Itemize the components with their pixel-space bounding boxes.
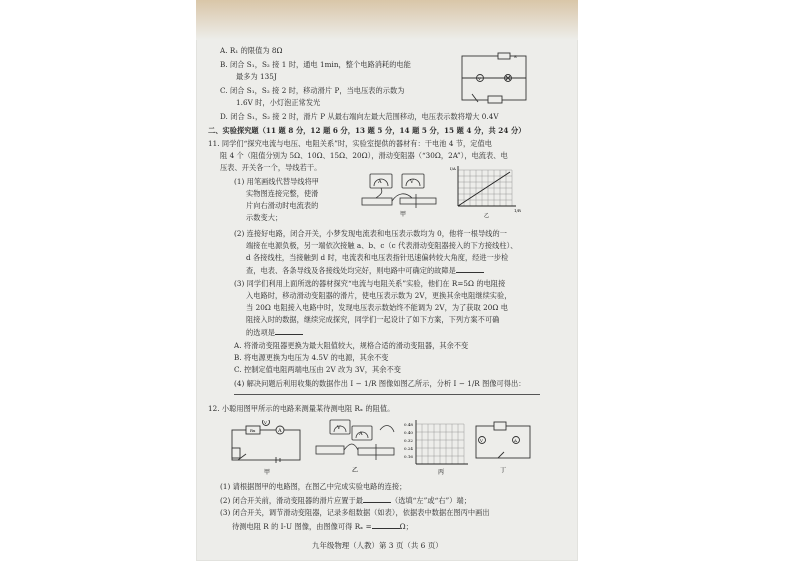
q11-option-c: C. 控制定值电阻两端电压由 2V 改为 3V，其余不变	[234, 365, 401, 374]
svg-text:1/R: 1/R	[514, 208, 521, 213]
q11-intro-line2: 阻 4 个（阻值分别为 5Ω、10Ω、15Ω、20Ω），滑动变阻器（“30Ω，2A”），电流表、电	[220, 151, 508, 160]
q10-option-d: D. 闭合 S₁，S₂ 接 2 时，滑片 P 从最右端向左最大范围移动，电压表示数将增大 0.4V	[220, 112, 499, 121]
q12-part2-text: (2) 闭合开关前，滑动变阻器的滑片应置于最	[220, 496, 363, 505]
q10-option-c-line2: 1.6V 时，小灯泡正常发光	[236, 98, 321, 107]
q11-part3-line1: (3) 同学们利用上面所选的器材探究“电流与电阻关系”实验，他们在 R=5Ω 的电阻接	[234, 279, 506, 288]
exam-paper-page	[196, 0, 578, 561]
q11-part2-line3: d 各接线柱，当接触到 d 时，电流表和电压表指针迅速偏转较大角度，经进一步检	[246, 253, 509, 262]
svg-text:A: A	[514, 438, 517, 443]
svg-text:V: V	[410, 179, 414, 185]
q11-option-b: B. 将电源更换为电压为 4.5V 的电源，其余不变	[234, 353, 389, 362]
q11-part1-line1: (1) 用笔画线代替导线将甲	[234, 177, 320, 186]
q12-part1: (1) 请根据图甲的电路图，在图乙中完成实验电路的连接；	[220, 482, 407, 491]
q11-part1-line2: 实物图连接完整，使滑	[246, 189, 319, 198]
q11-part3-line2: 入电路时，移动滑动变阻器的滑片，使电压表示数为 2V，更换其余电阻继续实验，	[246, 291, 512, 300]
q11-part2-answer-blank	[456, 265, 484, 273]
svg-text:A: A	[278, 428, 282, 434]
q11-intro-line1: 11. 同学们“探究电流与电压、电阻关系”时，实验室提供的器材有：干电池 4 节，定值电	[208, 139, 492, 148]
svg-text:0.24: 0.24	[404, 446, 413, 451]
q12-part2-answer-blank	[363, 495, 391, 503]
q12-part3-line1: (3) 闭合开关，调节滑动变阻器，记录多组数据（如表），依据表中数据在图丙中画出	[220, 508, 490, 517]
q12-figure-bing-grid	[402, 418, 470, 476]
q11-part2-line2: 端接在电源负极，另一端依次接触 a、b、c（c 代表滑动变阻器接入的下方接线柱）、	[246, 241, 518, 250]
q11-figure-jia-apparatus	[356, 168, 444, 218]
q12-figure-bing-label: 丙	[438, 469, 445, 476]
q11-part3-line5	[246, 327, 303, 337]
q11-part2-text: 查，电表、各条导线及各接线处均完好，则电路中可确定的故障是	[246, 266, 456, 275]
q11-part3-line4: 阻接入时的数据，继续完成探究，同学们一起设计了如下方案，下列方案不可确	[246, 315, 500, 324]
svg-text:A: A	[378, 179, 382, 185]
svg-text:V: V	[337, 425, 341, 431]
q10-option-b-line1: B. 闭合 S₁，S₂ 接 1 时，通电 1min，整个电路消耗的电能	[220, 60, 411, 69]
q10-option-b-line2: 最多为 135J	[236, 72, 277, 81]
q12-figure-jia-label: 甲	[264, 469, 271, 476]
q12-part3-text: 待测电阻 R 的 I-U 图像，由图像可得 Rₓ =	[232, 522, 372, 531]
svg-text:0.16: 0.16	[404, 454, 413, 459]
svg-text:V: V	[480, 438, 483, 443]
q11-part3-line3: 当 20Ω 电阻接入电路中时，发现电压表示数始终不能调为 2V，为了获取 20Ω 电	[246, 303, 508, 312]
page-footer: 九年级物理（人教）第 3 页（共 6 页）	[312, 541, 443, 550]
q11-part2-line1: (2) 连接好电路，闭合开关，小梦发现电流表和电压表示数均为 0，他将一根导线的一	[234, 229, 507, 238]
page-top-shadow	[196, 0, 578, 40]
svg-text:V: V	[478, 76, 481, 81]
q12-figure-jia-circuit	[226, 420, 308, 476]
q12-figure-ding-circuit	[472, 418, 534, 476]
svg-text:S: S	[514, 54, 517, 59]
svg-text:0.40: 0.40	[404, 430, 413, 435]
q10-circuit-figure	[458, 50, 532, 106]
svg-text:0.32: 0.32	[404, 438, 413, 443]
q10-option-c-line1: C. 闭合 S₁，S₂ 接 2 时，移动滑片 P，当电压表的示数为	[220, 86, 405, 95]
q10-option-a: A. R₁ 的限值为 8Ω	[220, 46, 283, 55]
svg-text:Rx: Rx	[250, 428, 256, 433]
q12-intro: 12. 小聪用图甲所示的电路来测量某待测电阻 Rₓ 的阻值。	[208, 404, 395, 413]
svg-text:V: V	[264, 420, 267, 425]
svg-text:0.48: 0.48	[404, 422, 413, 427]
q11-figure-yi-label: 乙	[484, 213, 490, 218]
q11-figure-yi-graph	[448, 162, 528, 218]
q11-figure-jia-label: 甲	[400, 211, 407, 218]
q11-part2-line4	[246, 265, 484, 275]
q12-part3-answer-blank	[372, 521, 400, 529]
q11-option-a: A. 将滑动变阻器更换为最大阻值较大，规格合适的滑动变阻器，其余不变	[234, 341, 469, 350]
q11-answer-line	[234, 394, 540, 395]
q12-figure-ding-label: 丁	[500, 467, 507, 474]
section2-title: 二、实验探究题（11 题 8 分，12 题 6 分，13 题 5 分，14 题 5 分，15 题 4 分，共 24 分）	[208, 126, 526, 135]
svg-text:I/A: I/A	[450, 166, 456, 171]
q11-part1-line4: 示数变大；	[246, 213, 283, 222]
q12-part3-unit: Ω；	[399, 522, 413, 531]
q11-part3-text: 的选项是	[246, 328, 275, 337]
q12-figure-yi-apparatus	[310, 416, 400, 476]
q12-figure-yi-label: 乙	[352, 467, 359, 474]
q12-part2-tail: （选填“左”或“右”）端；	[390, 496, 471, 505]
q11-part3-answer-blank	[275, 327, 303, 335]
svg-text:A: A	[359, 431, 363, 437]
q12-part3-line2	[232, 521, 413, 531]
q11-part1-line3: 片向右滑动时电流表的	[246, 201, 319, 210]
q11-part4: (4) 解决问题后利用收集的数据作出 I − 1/R 图像如图乙所示，分析 I − 1/R 图像可得出：	[234, 379, 526, 388]
q12-part2-line	[220, 495, 471, 505]
q11-intro-line3: 压表、开关各一个，导线若干。	[220, 163, 322, 172]
